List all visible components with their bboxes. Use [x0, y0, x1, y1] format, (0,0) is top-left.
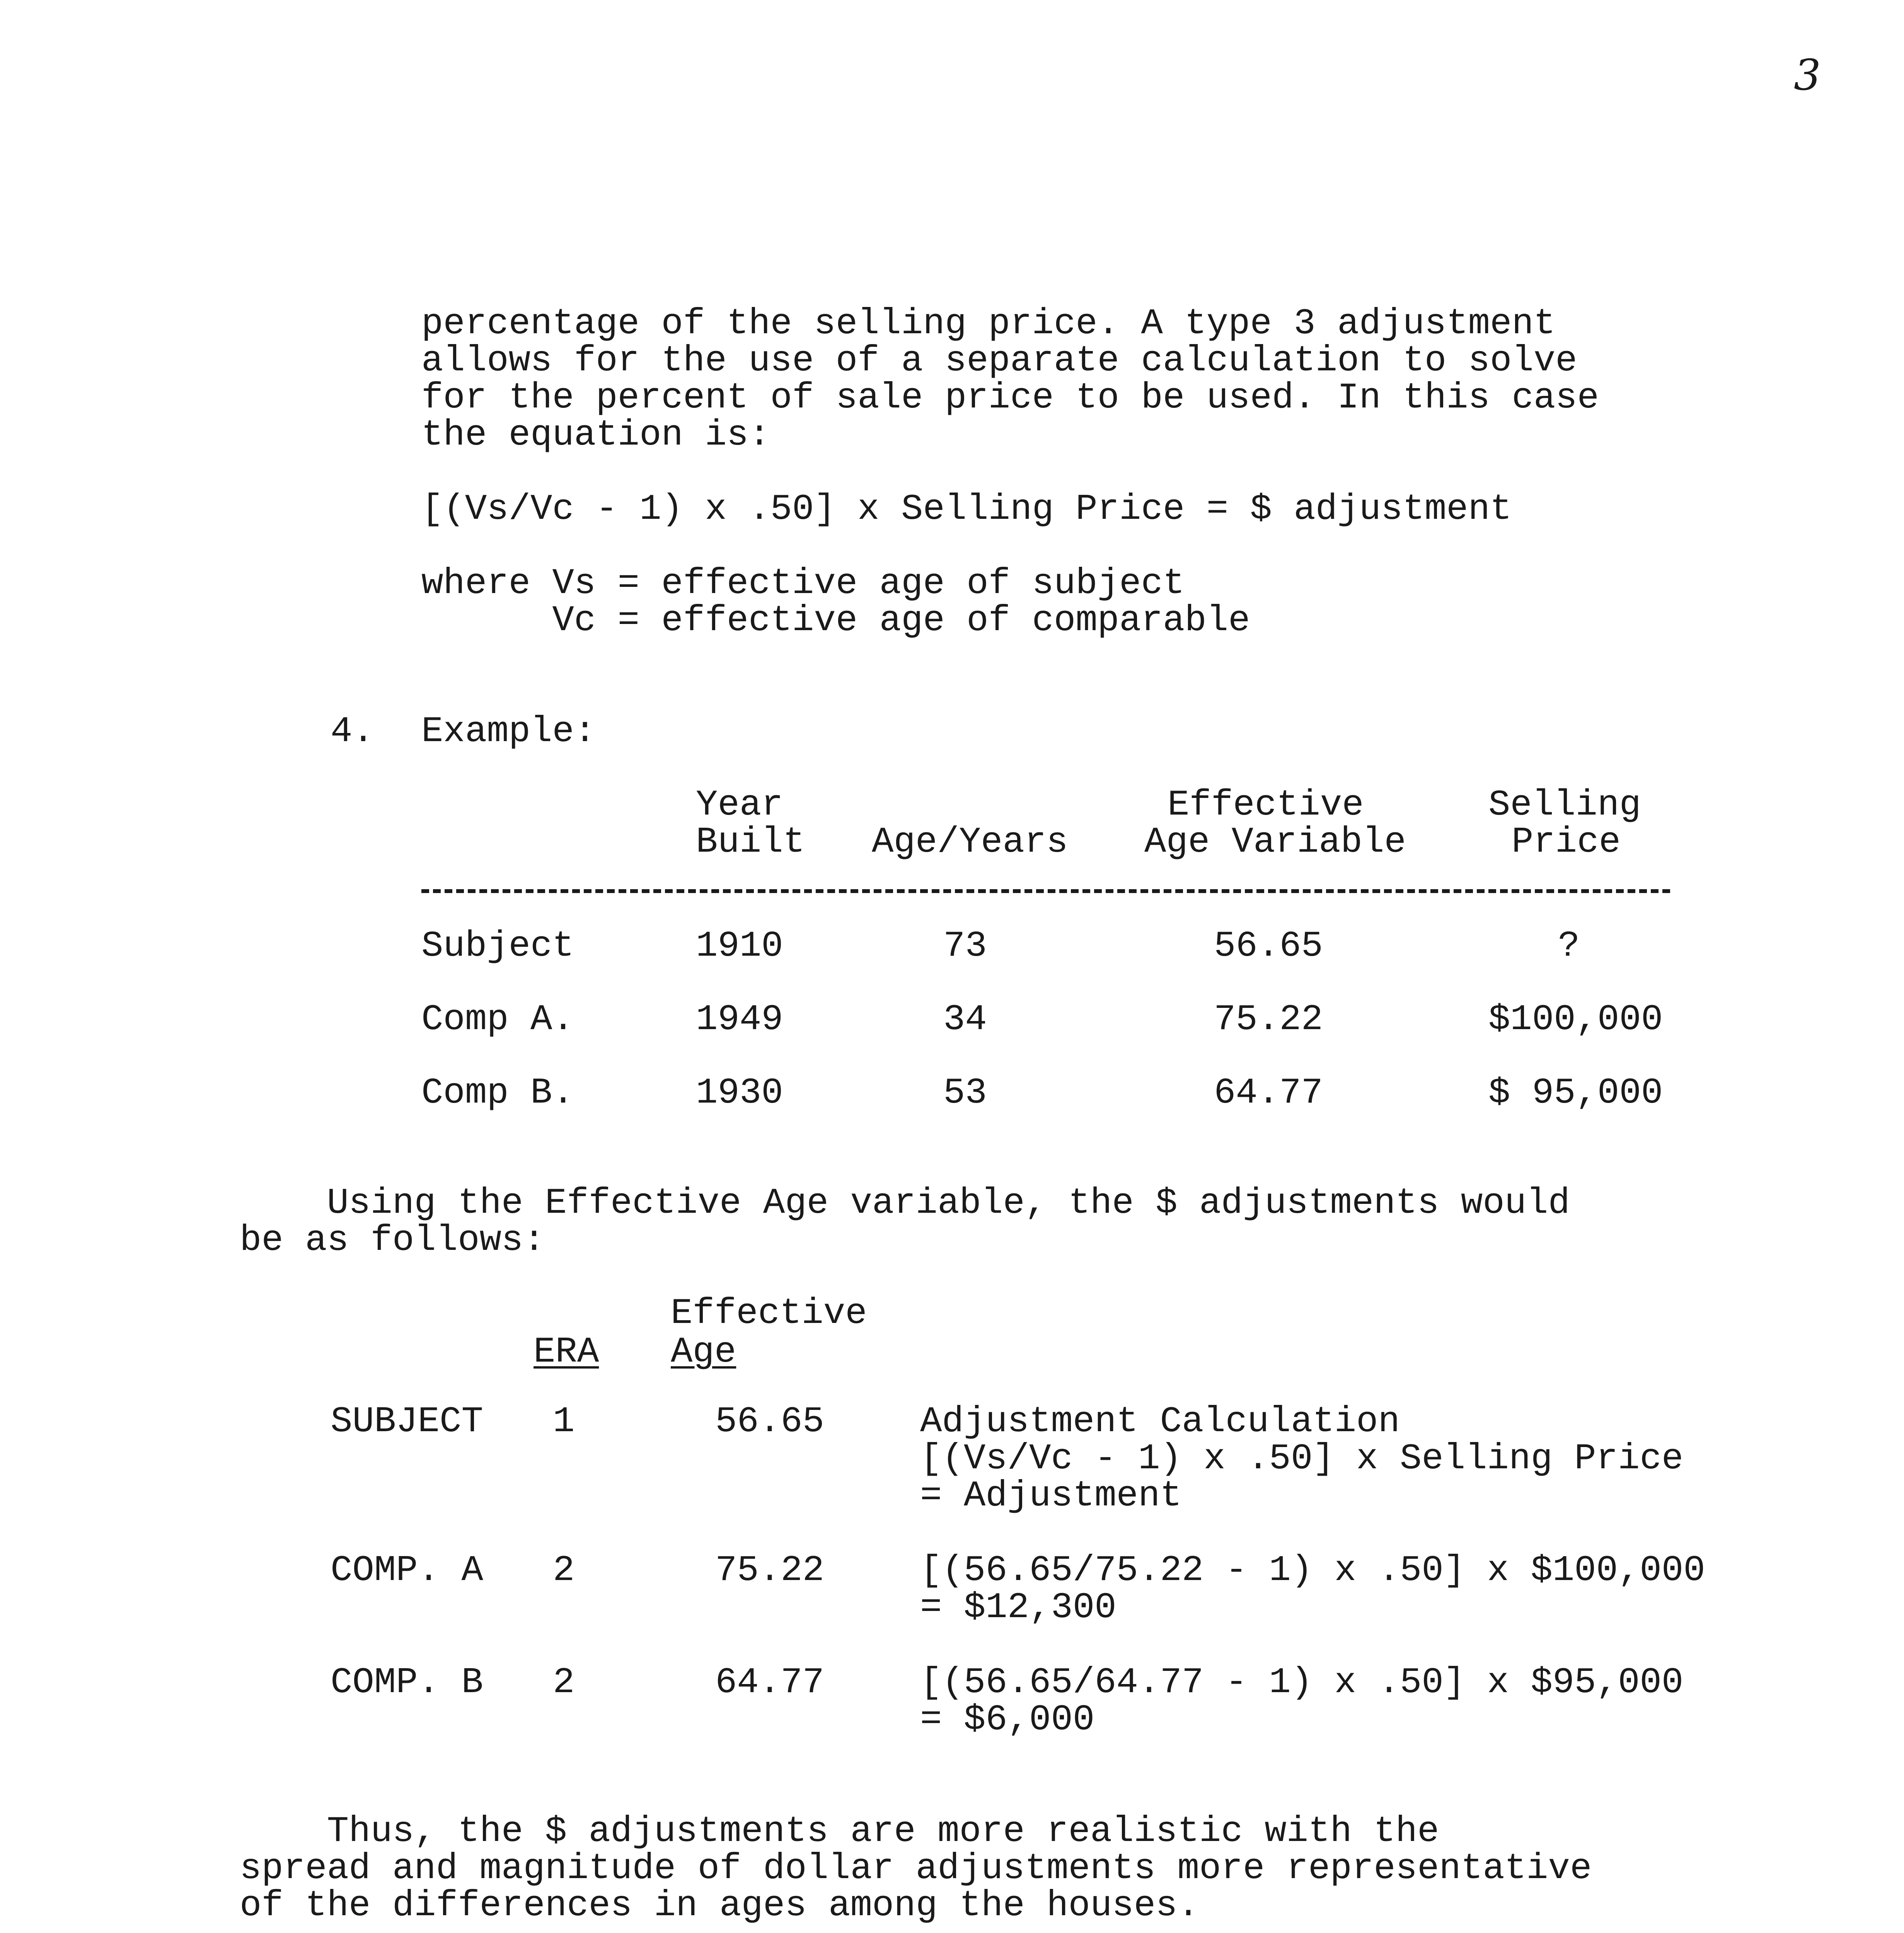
adj-row-subject-calc-2: [(Vs/Vc - 1) x .50] x Selling Price — [920, 1439, 1684, 1480]
conclusion-line-2: spread and magnitude of dollar adjustments more representative — [240, 1848, 1592, 1889]
transition-line-1: Using the Effective Age variable, the $ adjustments would — [240, 1183, 1570, 1224]
adj-row-compb-name: COMP. B — [331, 1662, 483, 1703]
adj-row-compb-calc-2: = $6,000 — [920, 1699, 1095, 1740]
header-effective: Effective — [1168, 785, 1364, 826]
row-compb-year: 1930 — [696, 1073, 783, 1114]
adj-row-compa-era: 2 — [553, 1550, 575, 1591]
example-label: Example: — [421, 711, 596, 752]
header-age-years: Age/Years — [872, 822, 1068, 863]
row-subject-effective: 56.65 — [1214, 926, 1323, 967]
adj-row-compb-era: 2 — [553, 1662, 575, 1703]
intro-line-2: allows for the use of a separate calculation to solve — [421, 341, 1577, 382]
header-year: Year — [696, 785, 783, 826]
row-compb-effective: 64.77 — [1214, 1073, 1323, 1114]
header-age-variable: Age Variable — [1144, 822, 1406, 863]
conclusion-line-1: Thus, the $ adjustments are more realistic with the — [240, 1811, 1439, 1852]
row-compb-price: $ 95,000 — [1488, 1073, 1663, 1114]
row-compa-effective: 75.22 — [1214, 999, 1323, 1040]
table-divider — [421, 889, 1670, 893]
transition-line-2: be as follows: — [240, 1220, 545, 1261]
row-compb-age: 53 — [943, 1073, 987, 1114]
row-subject-age: 73 — [943, 926, 987, 967]
row-subject-year: 1910 — [696, 926, 783, 967]
adj-row-compa-calc-2: = $12,300 — [920, 1587, 1116, 1628]
adj-header-era: ERA — [534, 1332, 599, 1373]
adj-row-subject-name: SUBJECT — [331, 1401, 483, 1442]
page-number: 3 — [1794, 50, 1821, 100]
header-price: Price — [1512, 822, 1621, 863]
row-subject-price: ? — [1558, 926, 1580, 967]
adj-row-subject-calc-1: Adjustment Calculation — [920, 1401, 1400, 1442]
row-compb-name: Comp B. — [421, 1073, 574, 1114]
adj-row-compb-effective: 64.77 — [715, 1662, 825, 1703]
adj-row-subject-effective: 56.65 — [715, 1401, 825, 1442]
adj-row-subject-calc-3: = Adjustment — [920, 1476, 1182, 1517]
adj-row-compa-calc-1: [(56.65/75.22 - 1) x .50] x $100,000 — [920, 1550, 1705, 1591]
adj-row-compa-name: COMP. A — [331, 1550, 483, 1591]
row-compa-age: 34 — [943, 999, 987, 1040]
header-built: Built — [696, 822, 805, 863]
adj-header-effective: Effective — [671, 1293, 867, 1334]
where-line-2: Vc = effective age of comparable — [421, 600, 1250, 641]
equation: [(Vs/Vc - 1) x .50] x Selling Price = $ adjustment — [421, 489, 1512, 530]
row-compa-price: $100,000 — [1488, 999, 1663, 1040]
where-line-1: where Vs = effective age of subject — [421, 563, 1185, 604]
header-selling: Selling — [1488, 785, 1641, 826]
adj-row-compa-effective: 75.22 — [715, 1550, 825, 1591]
adj-row-compb-calc-1: [(56.65/64.77 - 1) x .50] x $95,000 — [920, 1662, 1684, 1703]
row-compa-year: 1949 — [696, 999, 783, 1040]
intro-line-4: the equation is: — [421, 415, 770, 456]
row-subject-name: Subject — [421, 926, 574, 967]
adj-row-subject-era: 1 — [553, 1401, 575, 1442]
intro-line-1: percentage of the selling price. A type 3 adjustment — [421, 303, 1556, 344]
row-compa-name: Comp A. — [421, 999, 574, 1040]
adj-header-age: Age — [671, 1332, 736, 1373]
example-number: 4. — [331, 711, 374, 752]
conclusion-line-3: of the differences in ages among the houses. — [240, 1885, 1200, 1926]
intro-line-3: for the percent of sale price to be used. In this case — [421, 378, 1599, 419]
